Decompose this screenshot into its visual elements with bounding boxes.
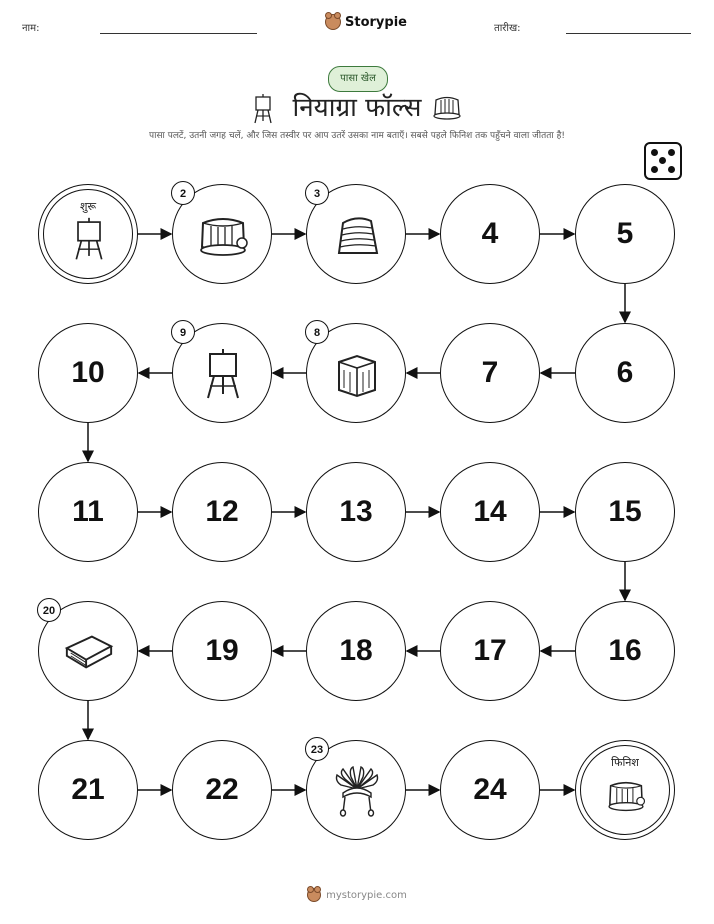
instructions: पासा पलटें, उतनी जगह चलें, और जिस तस्वीर पर आप उतरें उसका नाम बताएँ। सबसे पहले फिनिश तक पहुँचने वाला जीतता है! bbox=[149, 131, 565, 141]
bear-logo-icon bbox=[307, 888, 321, 902]
date-label: तारीख: bbox=[494, 23, 521, 34]
space-number: 2 bbox=[171, 181, 195, 205]
space-number: 21 bbox=[71, 773, 105, 806]
name-label: नाम: bbox=[22, 23, 40, 34]
space-number: 13 bbox=[339, 495, 373, 528]
waterfall-icon bbox=[606, 773, 646, 817]
space-number: 16 bbox=[608, 634, 642, 667]
space-number: 6 bbox=[616, 356, 634, 389]
space-number: 3 bbox=[305, 181, 329, 205]
space-number: 12 bbox=[205, 495, 239, 528]
page-title: नियाग्रा फॉल्स bbox=[292, 93, 422, 123]
space-number: 11 bbox=[72, 495, 104, 528]
footer bbox=[0, 888, 714, 902]
start-label: शुरू bbox=[79, 200, 97, 213]
space-number: 18 bbox=[339, 634, 373, 667]
brand-name: Storypie bbox=[345, 14, 407, 30]
space-number: 24 bbox=[473, 773, 507, 806]
easel-icon bbox=[69, 217, 109, 261]
space-number: 7 bbox=[481, 356, 499, 389]
space-number: 17 bbox=[473, 634, 507, 667]
space-number: 22 bbox=[205, 773, 239, 806]
space-number: 9 bbox=[171, 320, 195, 344]
space-number: 5 bbox=[616, 217, 634, 250]
space-number: 20 bbox=[37, 598, 61, 622]
space-number: 19 bbox=[205, 634, 239, 667]
space-number: 23 bbox=[305, 737, 329, 761]
space-number: 4 bbox=[481, 217, 499, 250]
space-number: 8 bbox=[305, 320, 329, 344]
space-number: 10 bbox=[71, 356, 105, 389]
space-number: 14 bbox=[473, 495, 507, 528]
footer-url: mystorypie.com bbox=[326, 889, 407, 901]
finish-label: फिनिश bbox=[611, 756, 639, 769]
game-type-badge: पासा खेल bbox=[328, 66, 388, 92]
space-number: 15 bbox=[608, 495, 642, 528]
